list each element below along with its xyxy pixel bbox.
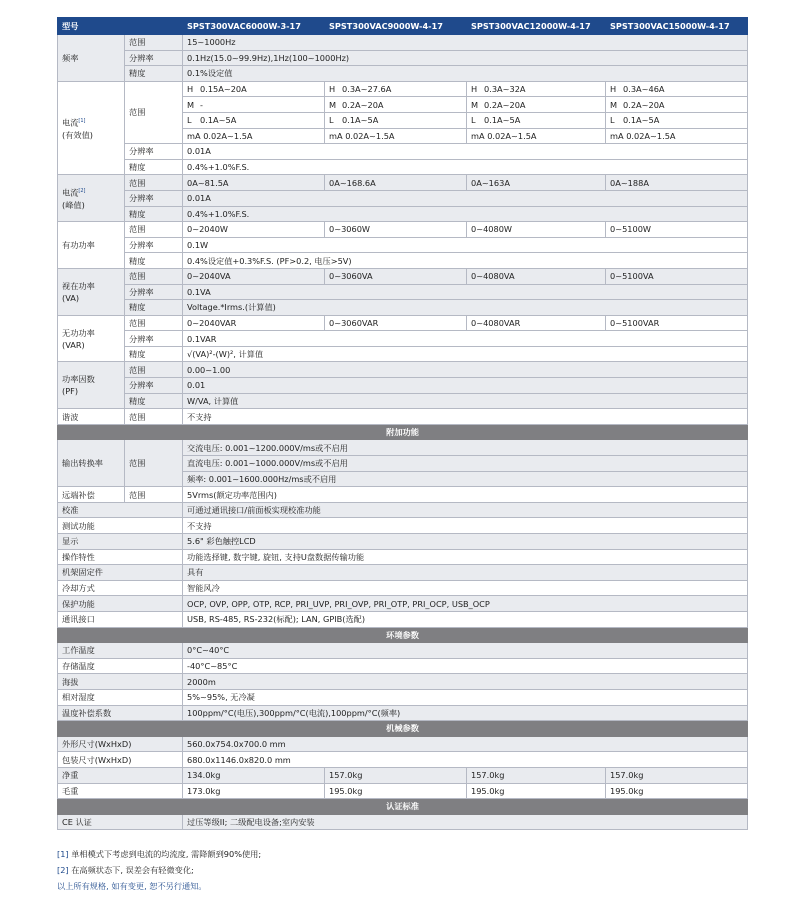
- cell: 0A~81.5A: [183, 175, 325, 191]
- sub-label: 精度: [125, 66, 183, 82]
- row-label: 机架固定件: [58, 565, 183, 581]
- cell: 0~3060VAR: [325, 315, 467, 331]
- cell: [325, 81, 467, 97]
- cell: 0~5100VA: [606, 268, 748, 284]
- section-extra-title: 附加功能: [58, 424, 748, 440]
- cell: 195.0kg: [325, 783, 467, 799]
- current-rms-accuracy: 0.4%+1.0%F.S.: [183, 159, 748, 175]
- cell-text: 0.02A~1.5A: [203, 130, 253, 141]
- cell: 0~5100W: [606, 222, 748, 238]
- disclaimer: 以上所有规格, 如有变更, 恕不另行通知。: [57, 881, 207, 891]
- cell: 5Vrms(额定功率范围内): [183, 487, 748, 503]
- cell-text: 0.02A~1.5A: [345, 130, 395, 141]
- cell: 100ppm/°C(电压),300ppm/°C(电流),100ppm/°C(频率): [183, 705, 748, 721]
- cell: 0~5100VAR: [606, 315, 748, 331]
- cell: 0.1VAR: [183, 331, 748, 347]
- cell: [467, 128, 606, 144]
- cell: 0~3060W: [325, 222, 467, 238]
- cell: 功能选择键, 数字键, 旋钮, 支持U盘数据传输功能: [183, 549, 748, 565]
- footnote-1: [57, 846, 261, 862]
- cell: [183, 97, 325, 113]
- cell: [325, 97, 467, 113]
- row-label: 相对湿度: [58, 689, 183, 705]
- cell: √(VA)²-(W)², 计算值: [183, 346, 748, 362]
- cell: [467, 97, 606, 113]
- cell: 0~2040VAR: [183, 315, 325, 331]
- sub-label: 分辨率: [125, 50, 183, 66]
- sub-label: 范围: [125, 487, 183, 503]
- cell: [325, 128, 467, 144]
- cell-text: 0.02A~1.5A: [487, 130, 537, 141]
- row-label: 保护功能: [58, 596, 183, 612]
- cell-text: mA: [329, 130, 343, 141]
- cell-text: 0.1A~5A: [484, 115, 521, 126]
- cell: [606, 81, 748, 97]
- cell: 直流电压: 0.001~1000.000V/ms或不启用: [183, 456, 748, 472]
- sub-label: 精度: [125, 346, 183, 362]
- cell-text: 0.3A~46A: [623, 84, 665, 95]
- cell: 5%~95%, 无冷凝: [183, 689, 748, 705]
- cell: 0A~163A: [467, 175, 606, 191]
- frequency-label: 频率: [58, 35, 125, 82]
- cell-text: H: [471, 84, 478, 95]
- sub-label: 范围: [125, 362, 183, 378]
- sub-label: 分辨率: [125, 331, 183, 347]
- cell: 0°C~40°C: [183, 643, 748, 659]
- sub-label: 范围: [125, 81, 183, 143]
- cell-text: M: [610, 99, 618, 110]
- header-row: [58, 18, 748, 35]
- label-text: (PF): [62, 386, 79, 397]
- row-label: 温度补偿系数: [58, 705, 183, 721]
- cell: 195.0kg: [467, 783, 606, 799]
- cell: 560.0x754.0x700.0 mm: [183, 736, 748, 752]
- cell: 不支持: [183, 409, 748, 425]
- current-rms-resolution: 0.01A: [183, 144, 748, 160]
- power-factor-label: [58, 362, 125, 409]
- sub-label: 精度: [125, 393, 183, 409]
- row-label: 毛重: [58, 783, 183, 799]
- sub-label: 范围: [125, 409, 183, 425]
- cell-text: 0.2A~20A: [342, 99, 384, 110]
- cell: [183, 81, 325, 97]
- cell: 智能风冷: [183, 580, 748, 596]
- label-text: (峰值): [62, 200, 85, 211]
- cell: [183, 112, 325, 128]
- cell-text: 0.1A~5A: [342, 115, 379, 126]
- cell: [183, 128, 325, 144]
- cell-text: H: [187, 84, 194, 95]
- row-label: CE 认证: [58, 814, 183, 830]
- label-text: (有效值): [62, 129, 93, 140]
- cell-text: mA: [187, 130, 201, 141]
- model-2: SPST300VAC9000W-4-17: [325, 18, 467, 35]
- reactive-power-label: [58, 315, 125, 362]
- row-label: 冷却方式: [58, 580, 183, 596]
- model-3: SPST300VAC12000W-4-17: [467, 18, 606, 35]
- sub-label: 范围: [125, 35, 183, 51]
- row-label: 测试功能: [58, 518, 183, 534]
- cell-text: L: [610, 115, 615, 126]
- cell: [606, 128, 748, 144]
- footnote-number: [1]: [57, 849, 69, 859]
- active-power-label: 有功功率: [58, 222, 125, 269]
- label-text: 电流: [62, 188, 79, 199]
- cell: OCP, OVP, OPP, OTP, RCP, PRI_UVP, PRI_OVP, PRI_OTP, PRI_OCP, USB_OCP: [183, 596, 748, 612]
- row-label: 外形尺寸(WxHxD): [58, 736, 183, 752]
- output-slew-label: 输出转换率: [58, 440, 125, 487]
- cell: 具有: [183, 565, 748, 581]
- row-label: 显示: [58, 534, 183, 550]
- cell-text: mA: [471, 130, 485, 141]
- cell-text: 0.2A~20A: [623, 99, 665, 110]
- remote-sense-label: 远端补偿: [58, 487, 125, 503]
- cell: 0~4080VA: [467, 268, 606, 284]
- cell-text: -: [200, 99, 203, 110]
- cell-text: L: [329, 115, 334, 126]
- row-label: 操作特性: [58, 549, 183, 565]
- cell-text: M: [187, 99, 195, 110]
- model-label: 型号: [58, 18, 183, 35]
- label-text: 电流: [62, 117, 79, 128]
- cell: 0.1VA: [183, 284, 748, 300]
- cell: 5.6" 彩色触控LCD: [183, 534, 748, 550]
- cell-text: 0.2A~20A: [484, 99, 526, 110]
- sub-label: 精度: [125, 206, 183, 222]
- row-label: 存储温度: [58, 658, 183, 674]
- cell-text: 0.3A~32A: [484, 84, 526, 95]
- sub-label: 分辨率: [125, 144, 183, 160]
- cell: 过压等级II; 二级配电设备;室内安装: [183, 814, 748, 830]
- cell: [606, 97, 748, 113]
- frequency-range: 15~1000Hz: [183, 35, 748, 51]
- cell: USB, RS-485, RS-232(标配); LAN, GPIB(选配): [183, 611, 748, 627]
- row-label: 海拔: [58, 674, 183, 690]
- label-text: 无功功率: [62, 327, 95, 338]
- cell-text: 0.02A~1.5A: [626, 130, 676, 141]
- apparent-power-label: [58, 268, 125, 315]
- cell: 0.01: [183, 378, 748, 394]
- cell-text: 0.1A~5A: [623, 115, 660, 126]
- cell-text: M: [329, 99, 337, 110]
- footnote-text: 单相模式下考虑到电流的均流度, 需降额到90%使用;: [68, 849, 262, 859]
- cell: 0~4080W: [467, 222, 606, 238]
- cell: 0A~168.6A: [325, 175, 467, 191]
- footnote-text: 在高频状态下, 误差会有轻微变化;: [68, 865, 194, 875]
- cell: [606, 112, 748, 128]
- frequency-accuracy: 0.1%设定值: [183, 66, 748, 82]
- sub-label: 精度: [125, 300, 183, 316]
- cell: 195.0kg: [606, 783, 748, 799]
- cell: [467, 112, 606, 128]
- label-text: 功率因数: [62, 374, 95, 385]
- cell: [325, 112, 467, 128]
- row-label: 校准: [58, 502, 183, 518]
- cell: 不支持: [183, 518, 748, 534]
- cell-text: L: [471, 115, 476, 126]
- label-text: 视在功率: [62, 280, 95, 291]
- cell: 157.0kg: [467, 767, 606, 783]
- frequency-resolution: 0.1Hz(15.0~99.9Hz),1Hz(100~1000Hz): [183, 50, 748, 66]
- sub-label: 分辨率: [125, 284, 183, 300]
- harmonic-label: 谐波: [58, 409, 125, 425]
- cell: 173.0kg: [183, 783, 325, 799]
- cell: 134.0kg: [183, 767, 325, 783]
- cell: 680.0x1146.0x820.0 mm: [183, 752, 748, 768]
- cell: 157.0kg: [606, 767, 748, 783]
- row-label: 净重: [58, 767, 183, 783]
- cell: [467, 81, 606, 97]
- footnote-ref: [2]: [78, 188, 86, 195]
- model-4: SPST300VAC15000W-4-17: [606, 18, 748, 35]
- sub-label: 范围: [125, 268, 183, 284]
- cell-text: M: [471, 99, 479, 110]
- cell-text: H: [329, 84, 336, 95]
- cell: 0.4%+1.0%F.S.: [183, 206, 748, 222]
- cell: 0.01A: [183, 190, 748, 206]
- section-cert-title: 认证标准: [58, 799, 748, 815]
- footnote-number: [2]: [57, 865, 69, 875]
- sub-label: 范围: [125, 440, 183, 487]
- footnote-2: [57, 862, 261, 878]
- cell: 0~2040VA: [183, 268, 325, 284]
- spec-table: [57, 17, 748, 830]
- footnote-ref: [1]: [78, 118, 86, 125]
- model-1: SPST300VAC6000W-3-17: [183, 18, 325, 35]
- section-env-title: 环境参数: [58, 627, 748, 643]
- sub-label: 范围: [125, 315, 183, 331]
- row-label: 工作温度: [58, 643, 183, 659]
- sub-label: 范围: [125, 175, 183, 191]
- cell-text: mA: [610, 130, 624, 141]
- footnotes: [57, 846, 261, 894]
- sub-label: 分辨率: [125, 237, 183, 253]
- sub-label: 范围: [125, 222, 183, 238]
- cell: 0~2040W: [183, 222, 325, 238]
- cell: 157.0kg: [325, 767, 467, 783]
- row-label: 通讯接口: [58, 611, 183, 627]
- sub-label: 分辨率: [125, 190, 183, 206]
- section-mech-title: 机械参数: [58, 721, 748, 737]
- cell: 交流电压: 0.001~1200.000V/ms或不启用: [183, 440, 748, 456]
- cell: 0~3060VA: [325, 268, 467, 284]
- current-peak-label: [58, 175, 125, 222]
- cell-text: L: [187, 115, 192, 126]
- cell: 0.4%设定值+0.3%F.S. (PF>0.2, 电压>5V): [183, 253, 748, 269]
- cell: 0A~188A: [606, 175, 748, 191]
- current-rms-label: [58, 81, 125, 175]
- cell-text: 0.15A~20A: [200, 84, 247, 95]
- label-text: (VA): [62, 292, 80, 303]
- cell: W/VA, 计算值: [183, 393, 748, 409]
- cell: 2000m: [183, 674, 748, 690]
- cell: 可通过通讯接口/前面板实现校准功能: [183, 502, 748, 518]
- cell: 0~4080VAR: [467, 315, 606, 331]
- cell: 0.1W: [183, 237, 748, 253]
- cell: -40°C~85°C: [183, 658, 748, 674]
- sub-label: 分辨率: [125, 378, 183, 394]
- sub-label: 精度: [125, 159, 183, 175]
- cell: Voltage.*Irms.(计算值): [183, 300, 748, 316]
- cell: 0.00~1.00: [183, 362, 748, 378]
- cell-text: 0.3A~27.6A: [342, 84, 392, 95]
- cell: 频率: 0.001~1600.000Hz/ms或不启用: [183, 471, 748, 487]
- row-label: 包装尺寸(WxHxD): [58, 752, 183, 768]
- cell-text: H: [610, 84, 617, 95]
- cell-text: 0.1A~5A: [200, 115, 237, 126]
- label-text: (VAR): [62, 339, 85, 350]
- sub-label: 精度: [125, 253, 183, 269]
